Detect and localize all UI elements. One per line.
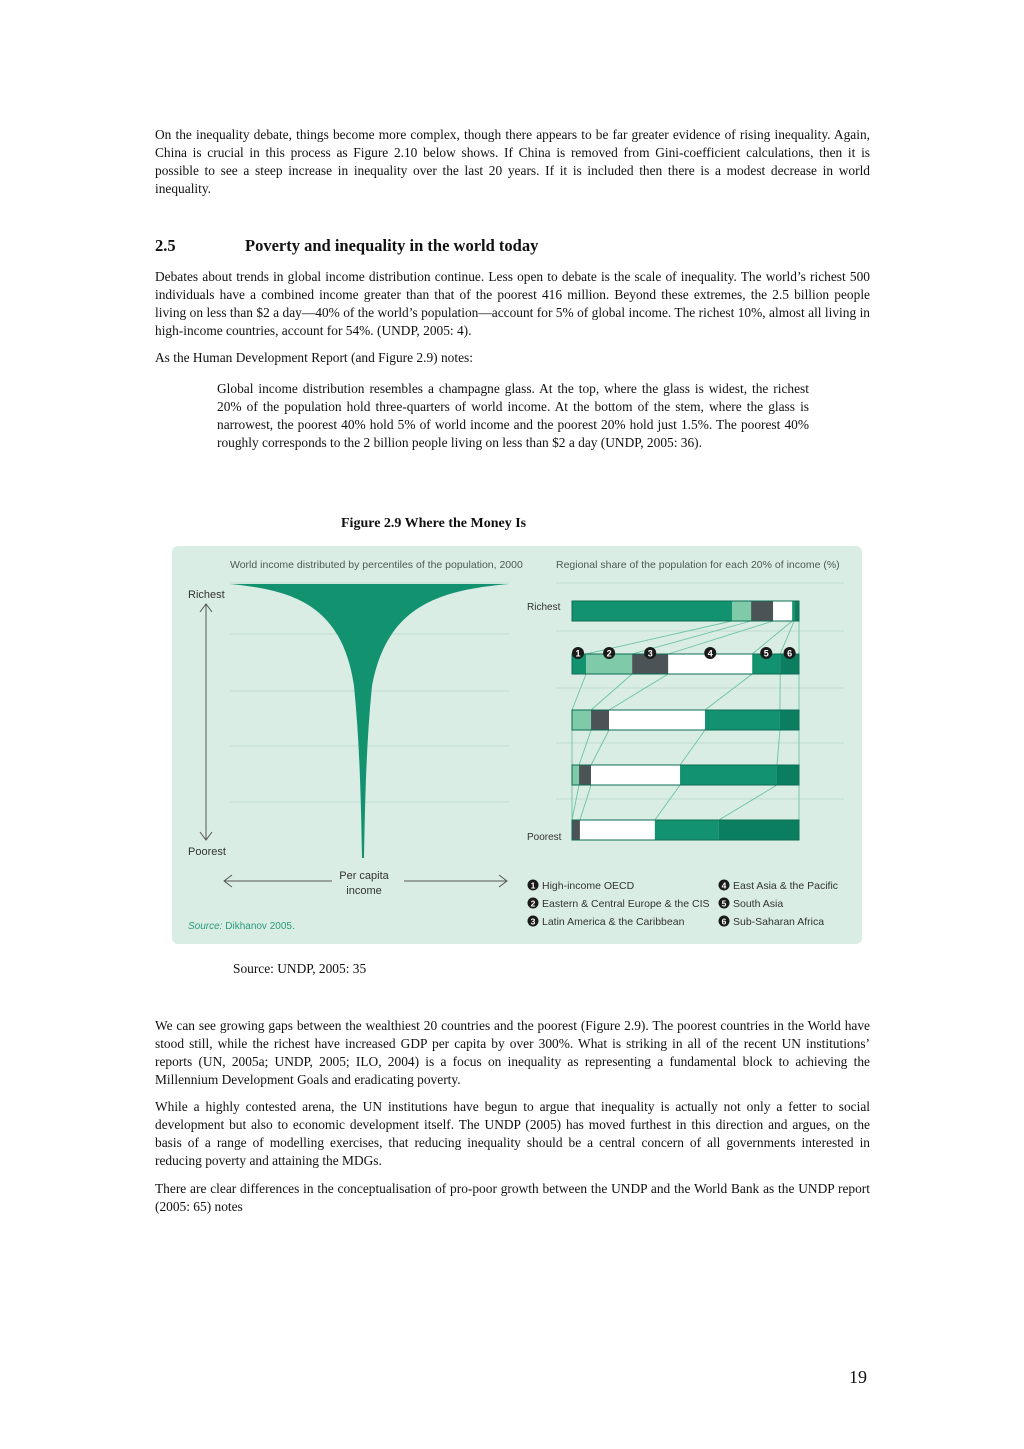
legend-item-1: [528, 880, 635, 893]
region-marker-3: [644, 647, 656, 659]
bar-segment-row0-series5: [794, 601, 799, 621]
bar-segment-row3-series4: [680, 765, 777, 785]
bar-segment-row0-series1: [732, 601, 751, 621]
legend-item-2: [528, 898, 710, 911]
region-marker-6: [784, 647, 796, 659]
paragraph-income-distribution: Debates about trends in global income distribution continue. Less open to debate is the scale of inequality. The world’s richest 500 individuals have a combined income greater than that of the poorest 416 million. Beyond these extremes, the 2.5 billion people living on less than $2 a day—40% of the world’s population—account for 5% of global income. The richest 10%, almost all living in high-income countries, account for 54%. (UNDP, 2005: 4).: [155, 269, 870, 338]
figure-source-note: [188, 921, 295, 932]
bar-segment-row3-series3: [591, 765, 680, 785]
legend-marker-number-4: 4: [721, 880, 727, 891]
source-text: Dikhanov 2005.: [222, 921, 295, 932]
bar-segment-row2-series1: [572, 710, 591, 730]
block-quote: Global income distribution resembles a champagne glass. At the top, where the glass is widest, the richest 20% of the population hold three-quarters of world income. At the bottom of the stem, where the glass is narrowest, the poorest 40% hold 5% of world income and the poorest 20% hold just 1.5%. The poorest 40% roughly corresponds to the 2 billion people living on less than $2 a day (UNDP, 2005: 36).: [217, 381, 809, 450]
figure-svg: [172, 546, 862, 944]
bar-label-richest: Richest: [527, 602, 561, 613]
region-marker-2: [603, 647, 615, 659]
legend-item-3: [528, 916, 685, 929]
richest-axis-label: Richest: [188, 589, 225, 601]
paragraph-pro-poor-growth: There are clear differences in the conceptualisation of pro-poor growth between the UNDP and the World Bank as the UNDP report (2005: 65) notes: [155, 1181, 870, 1214]
paragraph-contested-arena: While a highly contested arena, the UN institutions have begun to argue that inequality is actually not only a fetter to social development but also to economic development itself. The UNDP (2005) has moved furthest in this direction and argues, on the basis of a range of modelling exercises, that reducing inequality should be a central concern of all governments interested in reducing poverty and attaining the MDGs.: [155, 1099, 870, 1168]
legend-marker-number-1: 1: [530, 880, 536, 891]
bar-segment-row2-series5: [780, 710, 799, 730]
section-title: Poverty and inequality in the world today: [245, 236, 539, 255]
legend-marker-number-6: 6: [721, 916, 727, 927]
region-marker-5: [760, 647, 772, 659]
bar-segment-row2-series4: [705, 710, 780, 730]
left-panel-title: World income distributed by percentiles of the population, 2000: [230, 559, 523, 571]
right-panel-title: Regional share of the population for each 20% of income (%): [556, 559, 840, 571]
section-heading: [155, 236, 538, 256]
per-capita-label: Per capita: [339, 870, 389, 882]
region-marker-number-5: 5: [763, 648, 769, 659]
legend-marker-number-5: 5: [721, 898, 727, 909]
poorest-axis-label: Poorest: [188, 846, 226, 858]
bar-segment-row2-series2: [591, 710, 609, 730]
region-marker-number-6: 6: [787, 648, 793, 659]
bar-segment-row4-series2: [572, 820, 580, 840]
source-prefix: Source:: [188, 921, 223, 932]
bar-segment-row2-series3: [609, 710, 705, 730]
paragraph-growing-gaps: We can see growing gaps between the wealthiest 20 countries and the poorest (Figure 2.9). The poorest countries in the World have stood still, while the richest have increased GDP per capita by over 300%. What is striking in all of the recent UN institutions’ reports (UN, 2005a; UNDP, 2005; ILO, 2004) is a focus on inequality as representing a fundamental block to achieving the Millennium Development Goals and eradicating poverty.: [155, 1018, 870, 1087]
region-marker-number-3: 3: [647, 648, 653, 659]
legend-marker-number-2: 2: [530, 898, 536, 909]
figure-source-line: Source: UNDP, 2005: 35: [233, 961, 367, 976]
legend-marker-number-3: 3: [530, 916, 536, 927]
page-number: 19: [849, 1367, 867, 1387]
paragraph-inequality-debate: On the inequality debate, things become more complex, though there appears to be far greater evidence of rising inequality. Again, China is crucial in this process as Figure 2.10 below shows. If China is removed from Gini-coefficient calculations, then it is possible to see a steep increase in inequality over the last 20 years. If it is included then there is a modest decrease in world inequality.: [155, 127, 870, 196]
paragraph-hdr-intro: As the Human Development Report (and Figure 2.9) notes:: [155, 350, 473, 365]
figure-where-the-money-is: [172, 546, 862, 944]
bar-segment-row3-series1: [572, 765, 579, 785]
bar-segment-row0-series3: [773, 601, 792, 621]
bar-segment-row4-series4: [655, 820, 719, 840]
legend-label-1: High-income OECD: [542, 880, 635, 892]
region-marker-number-2: 2: [606, 648, 612, 659]
region-marker-number-1: 1: [575, 648, 581, 659]
income-label: income: [346, 885, 382, 897]
bar-segment-row0-series0: [572, 601, 732, 621]
legend-label-3: Latin America & the Caribbean: [542, 916, 685, 928]
region-marker-4: [704, 647, 716, 659]
legend-label-4: East Asia & the Pacific: [733, 880, 839, 892]
bar-segment-row0-series2: [751, 601, 773, 621]
region-marker-1: [572, 647, 584, 659]
bar-segment-row0-series4: [792, 601, 794, 621]
bar-segment-row3-series5: [777, 765, 799, 785]
figure-caption: Figure 2.9 Where the Money Is: [341, 516, 527, 531]
legend-label-5: South Asia: [733, 898, 784, 910]
bar-segment-row4-series5: [719, 820, 799, 840]
legend-label-2: Eastern & Central Europe & the CIS: [542, 898, 710, 910]
legend-label-6: Sub-Saharan Africa: [733, 916, 825, 928]
region-marker-number-4: 4: [707, 648, 713, 659]
bar-label-poorest: Poorest: [527, 832, 562, 843]
legend-item-4: [719, 880, 839, 893]
legend-item-6: [719, 916, 825, 929]
bar-segment-row4-series3: [580, 820, 655, 840]
section-number: 2.5: [155, 236, 176, 255]
bar-segment-row3-series2: [579, 765, 591, 785]
